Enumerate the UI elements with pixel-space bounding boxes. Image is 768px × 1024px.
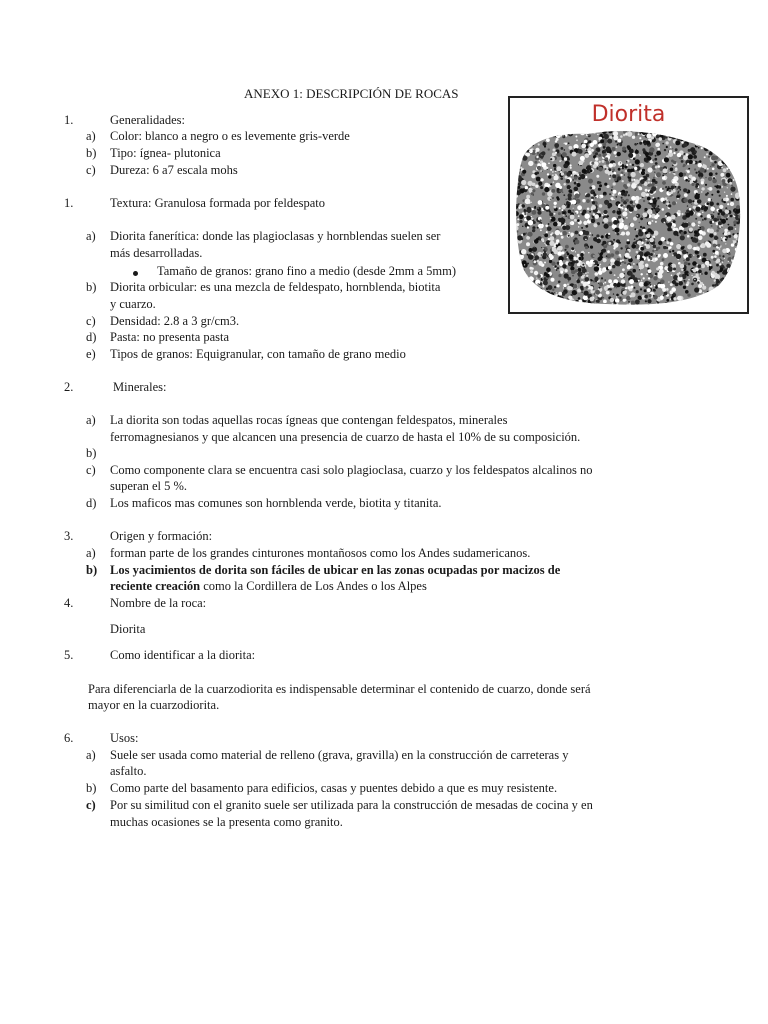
section-heading-textura: Textura: Granulosa formada por feldespato — [110, 196, 326, 210]
item-densidad: Densidad: 2.8 a 3 gr/cm3. — [110, 314, 240, 328]
section-number: 5. — [64, 648, 74, 662]
item-maficos: Los maficos mas comunes son hornblenda verde, biotita y titanita. — [110, 496, 442, 510]
item-letter: c) — [86, 163, 96, 177]
item-letter: b) — [86, 446, 97, 460]
section-number: 1. — [64, 196, 74, 210]
item-dureza: Dureza: 6 a7 escala mohs — [110, 163, 238, 177]
section-heading-generalidades: Generalidades: — [110, 113, 185, 127]
item-relleno-cont: asfalto. — [110, 764, 147, 778]
item-relleno: Suele ser usada como material de relleno (grava, gravilla) en la construcción de carreteras y — [110, 748, 569, 762]
item-composicion: La diorita son todas aquellas rocas ígneas que contengan feldespatos, minerales — [110, 413, 508, 427]
item-letter: b) — [86, 280, 97, 294]
section-heading-minerales: Minerales: — [113, 380, 167, 394]
item-letter: a) — [86, 748, 96, 762]
section-number: 3. — [64, 529, 74, 543]
item-letter: d) — [86, 330, 97, 344]
item-tipo: Tipo: ígnea- plutonica — [110, 146, 221, 160]
section-number: 6. — [64, 731, 74, 745]
section-heading-nombre: Nombre de la roca: — [110, 596, 207, 610]
item-letter: c) — [86, 798, 96, 812]
item-letter: d) — [86, 496, 97, 510]
item-granito: Por su similitud con el granito suele ser utilizada para la construcción de mesadas de cocina y en — [110, 798, 593, 812]
item-pasta: Pasta: no presenta pasta — [110, 330, 230, 344]
item-basamento: Como parte del basamento para edificios, casas y puentes debido a que es muy resistente. — [110, 781, 558, 795]
item-componente-clara: Como componente clara se encuentra casi solo plagioclasa, cuarzo y los feldespatos alcalinos no — [110, 463, 593, 477]
item-yacimientos-rest: como la Cordillera de Los Andes o los Alpes — [200, 579, 427, 593]
identificar-paragraph-cont: mayor en la cuarzodiorita. — [88, 698, 220, 712]
rock-photo — [508, 96, 749, 314]
item-granito-cont: muchas ocasiones se la presenta como granito. — [110, 815, 343, 829]
section-number: 1. — [64, 113, 74, 127]
item-yacimientos-bold: reciente creación — [110, 579, 201, 593]
section-number: 4. — [64, 596, 74, 610]
item-faneritica-cont: más desarrolladas. — [110, 246, 203, 260]
item-letter: b) — [86, 563, 98, 577]
item-tipos-granos: Tipos de granos: Equigranular, con tamaño de grano medio — [110, 347, 406, 361]
page-title: ANEXO 1: DESCRIPCIÓN DE ROCAS — [244, 86, 459, 101]
item-yacimientos: Los yacimientos de dorita son fáciles de ubicar en las zonas ocupadas por macizos de — [110, 563, 561, 577]
section-heading-identificar: Como identificar a la diorita: — [110, 648, 256, 662]
rock-photo-label: Diorita — [591, 102, 666, 127]
item-cinturones: forman parte de los grandes cinturones montañosos como los Andes sudamericanos. — [110, 546, 531, 560]
rock-name-value: Diorita — [110, 622, 146, 636]
item-orbicular: Diorita orbicular: es una mezcla de feldespato, hornblenda, biotita — [110, 280, 441, 294]
item-letter: a) — [86, 546, 96, 560]
item-letter: c) — [86, 463, 96, 477]
item-letter: a) — [86, 229, 96, 243]
item-letter: b) — [86, 146, 97, 160]
item-tamano-granos: Tamaño de granos: grano fino a medio (desde 2mm a 5mm) — [157, 264, 457, 278]
identificar-paragraph: Para diferenciarla de la cuarzodiorita es indispensable determinar el contenido de cuarzo, donde será — [88, 682, 591, 696]
section-number: 2. — [64, 380, 74, 394]
section-heading-usos: Usos: — [110, 731, 139, 745]
item-orbicular-cont: y cuarzo. — [110, 297, 156, 311]
item-letter: c) — [86, 314, 96, 328]
section-heading-origen: Origen y formación: — [110, 529, 213, 543]
bullet-point — [133, 271, 138, 276]
item-letter: b) — [86, 781, 97, 795]
item-color: Color: blanco a negro o es levemente gris-verde — [110, 129, 350, 143]
item-faneritica: Diorita fanerítica: donde las plagioclasas y hornblendas suelen ser — [110, 229, 441, 243]
item-letter: a) — [86, 129, 96, 143]
item-componente-clara-cont: superan el 5 %. — [110, 479, 188, 493]
item-yacimientos-cont — [110, 579, 427, 594]
item-letter: e) — [86, 347, 96, 361]
item-letter: a) — [86, 413, 96, 427]
item-composicion-cont: ferromagnesianos y que alcancen una presencia de cuarzo de hasta el 10% de su composición. — [110, 430, 581, 444]
diorite-rock-image — [510, 98, 747, 312]
